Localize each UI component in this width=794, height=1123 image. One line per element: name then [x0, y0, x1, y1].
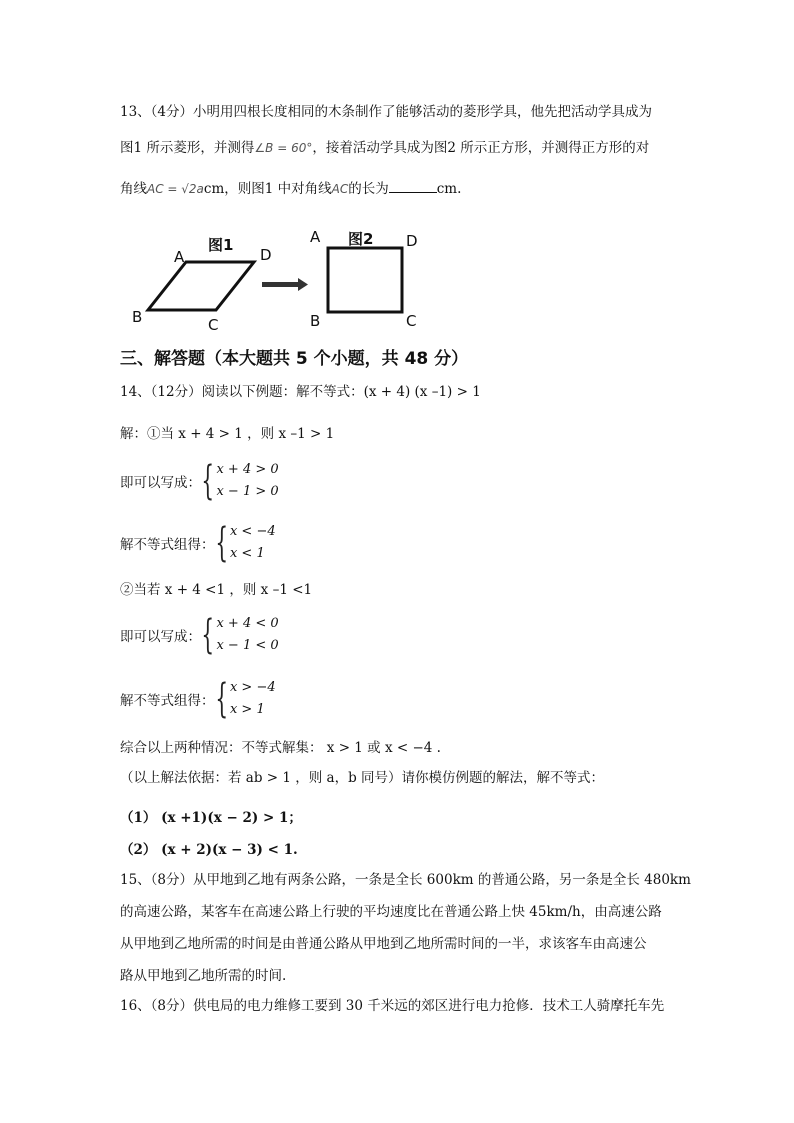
q14-system-2-lead: 即可以写成：: [120, 629, 201, 645]
q13-line3: [120, 178, 461, 199]
q13-diagonal-formula: AC = √2a: [147, 182, 204, 196]
q14-solution-1-row2: x < 1: [229, 546, 265, 561]
q13-angle-formula: ∠B = 60°: [254, 141, 313, 155]
brace-icon: {: [201, 458, 215, 504]
answer-blank[interactable]: [389, 178, 437, 193]
fig1-label-b: B: [132, 308, 143, 326]
arrow-icon: [262, 278, 308, 291]
fig1-title: 图1: [208, 236, 234, 254]
q14-part1: （1） (x +1)(x − 2) > 1；: [120, 810, 302, 826]
q13-line3-text-a: 角线: [120, 181, 147, 197]
fig2-label-a: A: [310, 228, 321, 246]
q13-ac-label: AC: [331, 182, 349, 196]
q14-solution-1-lead: 解不等式组得：: [120, 537, 215, 553]
q13-line2-text-b: ，接着活动学具成为图2 所示正方形，并测得正方形的对: [312, 140, 650, 156]
q14-solution-2-row2: x > 1: [229, 702, 265, 717]
q14-basis: （以上解法依据：若 ab > 1 ，则 a，b 同号）请你模仿例题的解法，解不等式：: [120, 770, 605, 786]
q14-system-1: [120, 458, 279, 504]
q14-part2: （2） (x + 2)(x − 3) < 1.: [120, 842, 298, 858]
q13-line3-text-d: cm.: [436, 181, 462, 197]
q14-solution-1-row1: x < −4: [229, 524, 276, 539]
q15-line2: 的高速公路，某客车在高速公路上行驶的平均速度比在普通公路上快 45km/h，由高速公路: [120, 904, 662, 920]
q13-line2-text-a: 图1 所示菱形，并测得: [120, 140, 255, 156]
fig2-label-c: C: [406, 312, 417, 330]
q15-line3: 从甲地到乙地所需的时间是由普通公路从甲地到乙地所需时间的一半，求该客车由高速公: [120, 936, 647, 952]
brace-icon: {: [214, 520, 228, 566]
q14-case1: 解：①当 x + 4 > 1 ，则 x –1 > 1: [120, 426, 335, 442]
fig1-label-c: C: [208, 316, 219, 334]
q15-line1: 15、（8分）从甲地到乙地有两条公路，一条是全长 600km 的普通公路，另一条是全长 480km: [120, 872, 691, 888]
q14-system-2: [120, 612, 279, 658]
q14-intro: 14、（12分）阅读以下例题：解不等式：(x + 4) (x –1) > 1: [120, 384, 481, 400]
q13-line3-text-c: 的长为: [348, 181, 389, 197]
q16-line1: 16、（8分）供电局的电力维修工要到 30 千米远的郊区进行电力抢修．技术工人骑摩托车先: [120, 998, 665, 1014]
q14-solution-2-row1: x > −4: [229, 680, 276, 695]
fig1-label-a: A: [174, 248, 185, 266]
fig1-label-d: D: [260, 246, 272, 264]
q14-solution-1: [120, 520, 276, 566]
brace-icon: {: [201, 612, 215, 658]
q14-system-1-row1: x + 4 > 0: [216, 462, 279, 477]
fig2-label-b: B: [310, 312, 321, 330]
q14-solution-2: [120, 676, 276, 722]
q13-line2: [120, 138, 649, 158]
q14-case2: ②当若 x + 4 <1 ，则 x –1 <1: [120, 582, 313, 598]
q14-system-2-row1: x + 4 < 0: [216, 616, 279, 631]
brace-icon: {: [214, 676, 228, 722]
q15-line4: 路从甲地到乙地所需的时间.: [120, 968, 287, 984]
fig2-label-d: D: [406, 232, 418, 250]
square-shape: [328, 248, 402, 312]
q14-solution-2-lead: 解不等式组得：: [120, 693, 215, 709]
rhombus-square-figure: [132, 222, 432, 334]
section-3-heading: 三、解答题（本大题共 5 个小题，共 48 分）: [120, 349, 469, 369]
q13-line3-text-b: cm，则图1 中对角线: [203, 181, 332, 197]
q14-system-1-lead: 即可以写成：: [120, 475, 201, 491]
q13-line1: 13、（4分）小明用四根长度相同的木条制作了能够活动的菱形学具，他先把活动学具成为: [120, 104, 653, 120]
fig2-title: 图2: [348, 230, 374, 248]
rhombus-shape: [148, 262, 254, 310]
q14-summary: 综合以上两种情况：不等式解集： x > 1 或 x < −4 .: [120, 740, 441, 756]
q14-system-2-row2: x − 1 < 0: [216, 638, 279, 653]
q14-system-1-row2: x − 1 > 0: [216, 484, 279, 499]
